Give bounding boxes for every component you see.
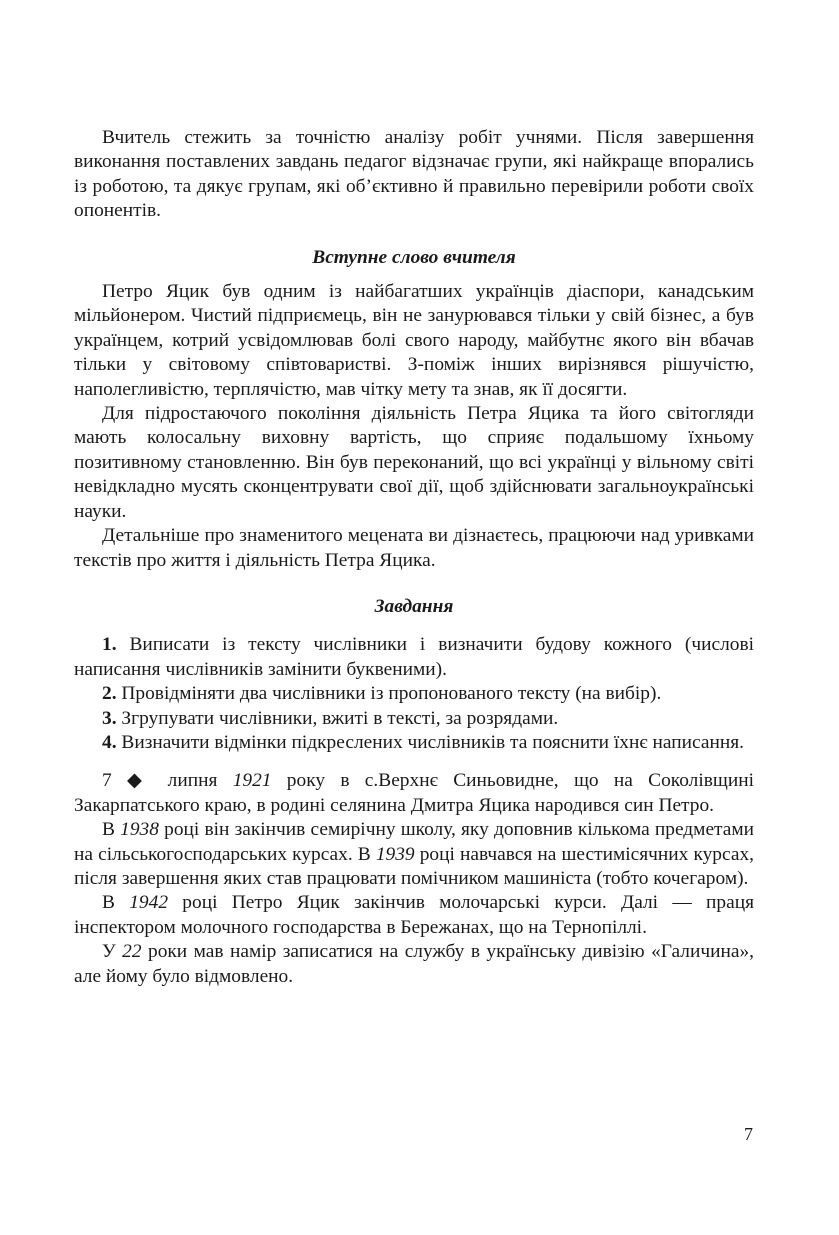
text-run: 7 ◆ липня [102,770,233,792]
age-numeral: 22 [122,941,142,963]
page-number: 7 [744,1124,753,1144]
biography-paragraph [74,940,754,989]
task-number: 3. [102,707,117,729]
biography-paragraph [74,769,754,818]
task-text: Виписати із тексту числівники і визначити будову кожного (числові написання числівників замінити буквеними). [74,634,754,680]
page-content [74,126,754,989]
year-numeral: 1938 [120,819,159,841]
text-run: році Петро Яцик закінчив молочарські курси. Далі — праця інспектором молочного господарства в Бережанах, що на Тернопіллі. [74,892,754,938]
section-heading-tasks: Завдання [374,595,454,617]
spacer [74,755,754,769]
text-run: році він закінчив семирічну школу, яку доповнив кількома предметами на сільськогосподарських курсах. В [74,819,755,865]
intro-text-paragraph: Детальніше про знаменитого мецената ви дізнаєтесь, працюючи над уривками текстів про життя і діяльність Петра Яцика. [74,525,754,571]
year-numeral: 1921 [232,770,272,792]
text-run: В [102,819,121,841]
section-heading-intro: Вступне слово вчителя [312,246,516,268]
biography-paragraph [74,818,754,891]
task-text: Провідміняти два числівники із пропонованого тексту (на вибір). [121,683,662,705]
task-item [74,731,754,755]
task-text: Згрупувати числівники, вжиті в тексті, за розрядами. [121,707,559,729]
task-item [74,682,754,706]
text-run: року в с.Верхнє Синьовидне, що на Соколівщині Закарпатського краю, в родині селянина Дмитра Яцика народився син Петро. [74,770,754,816]
text-run: У [102,941,123,963]
intro-text-paragraph: Петро Яцик був одним із найбагатших українців діаспори, канадським мільйонером. Чистий підприємець, він не занурювався тільки у свій бізнес, а був українцем, котрий усвідомлював болі свого народу, майбутнє якого він вбачав тільки у світовому співтоваристві. З-поміж інших вирізнявся рішучістю, наполегливістю, терплячістю, мав чітку мету та знав, як її досягти. [74,281,754,400]
intro-text-paragraph: Для підростаючого покоління діяльність Петра Яцика та його світогляди мають колосальну виховну вартість, що сприяє подальшому їхньому позитивному становленню. Він був переконаний, що всі українці у вільному світі невідкладно мусять сконцентрувати свої дії, щоб здійснювати загальноукраїнські науки. [74,403,754,522]
task-item [74,633,754,682]
intro-paragraph: Вчитель стежить за точністю аналізу робіт учнями. Після завершення виконання поставлених завдань педагог відзначає групи, які найкраще впорались із роботою, та дякує групам, які об’єктивно й правильно перевірили роботи своїх опонентів. [74,127,754,222]
text-run: році навчався на шестимісячних курсах, після завершення яких став працювати помічником машиніста (тобто кочегаром). [74,843,754,889]
year-numeral: 1942 [129,892,169,914]
task-number: 4. [102,731,117,753]
text-run: роки мав намір записатися на службу в українську дивізію «Галичина», але йому було відмовлено. [74,941,754,987]
task-number: 1. [102,634,117,656]
text-run: В [102,892,130,914]
biography-paragraph [74,891,754,940]
year-numeral: 1939 [375,843,415,865]
task-number: 2. [102,683,117,705]
task-item [74,707,754,731]
task-text: Визначити відмінки підкреслених числівників та пояснити їхнє написання. [121,731,744,753]
